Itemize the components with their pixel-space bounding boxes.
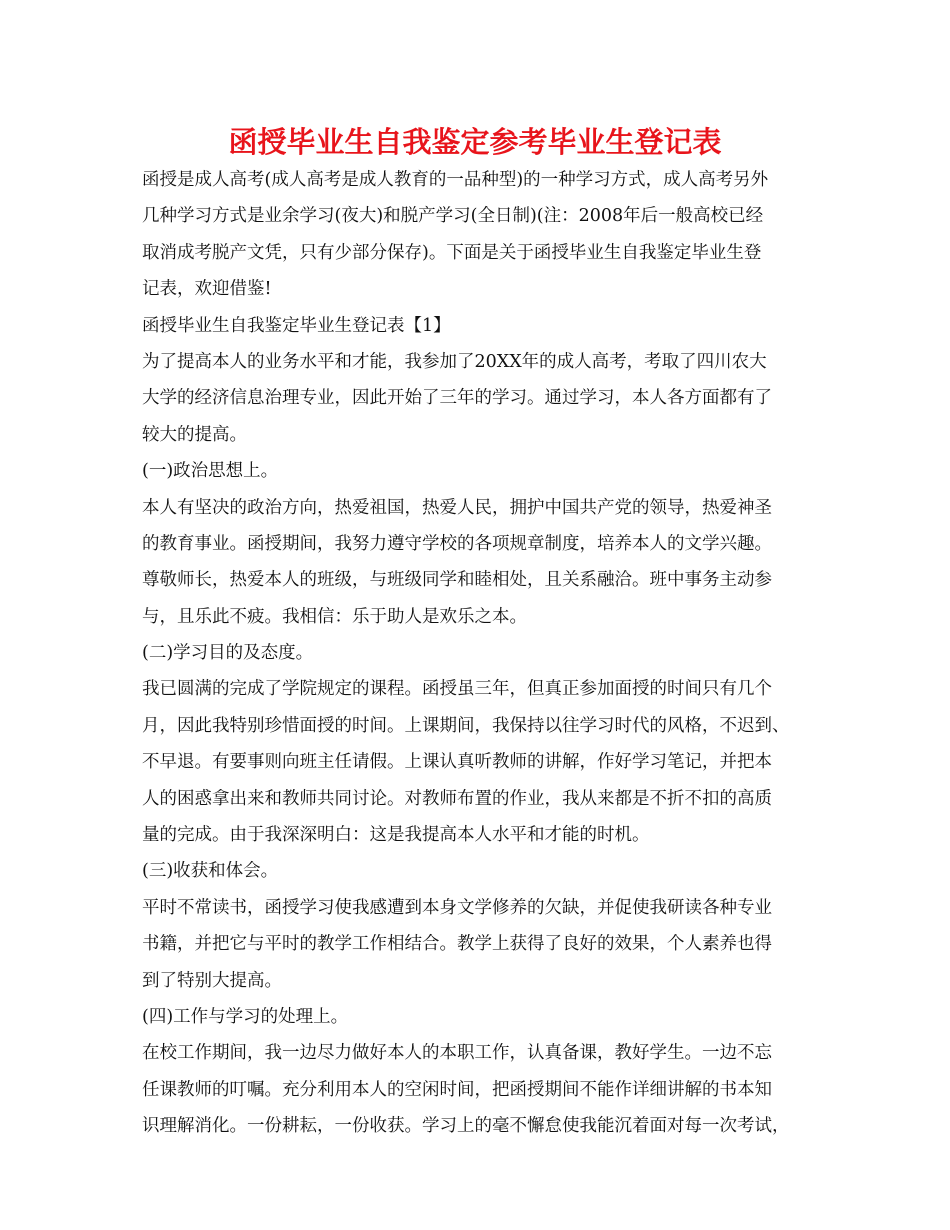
body-line: 量的完成。由于我深深明白：这是我提高本人水平和才能的时机。 — [142, 825, 650, 846]
body-line: 函授是成人高考(成人高考是成人教育的一品种型)的一种学习方式，成人高考另外 — [142, 170, 769, 190]
section-heading: 函授毕业生自我鉴定毕业生登记表【1】 — [142, 315, 451, 336]
body-line: 任课教师的叮嘱。充分利用本人的空闲时间，把函授期间不能作详细讲解的书本知 — [142, 1079, 772, 1100]
body-line: 几种学习方式是业余学习(夜大)和脱产学习(全日制)(注：2008年后一般高校已经 — [142, 206, 764, 227]
body-line: 的教育事业。函授期间，我努力遵守学校的各项规章制度，培养本人的文学兴趣。 — [142, 533, 772, 554]
body-line: 我已圆满的完成了学院规定的课程。函授虽三年，但真正参加面授的时间只有几个 — [142, 679, 772, 700]
document-title: 函授毕业生自我鉴定参考毕业生登记表 — [228, 125, 722, 159]
body-line: 识理解消化。一份耕耘，一份收获。学习上的毫不懈怠使我能沉着面对每一次考试， — [142, 1116, 790, 1137]
body-line: 记表，欢迎借鉴! — [142, 279, 272, 300]
subsection-heading: (二)学习目的及态度。 — [142, 643, 314, 664]
body-line: 尊敬师长，热爱本人的班级，与班级同学和睦相处，且关系融洽。班中事务主动参 — [142, 570, 772, 591]
body-line: 平时不常读书，函授学习使我感遭到本身文学修养的欠缺，并促使我研读各种专业 — [142, 897, 772, 918]
body-line: 到了特别大提高。 — [142, 970, 282, 991]
document-body — [142, 162, 827, 1145]
body-line: 较大的提高。 — [142, 424, 247, 445]
subsection-heading: (一)政治思想上。 — [142, 461, 279, 482]
body-line: 与，且乐此不疲。我相信：乐于助人是欢乐之本。 — [142, 606, 527, 627]
body-line: 取消成考脱产文凭，只有少部分保存)。下面是关于函授毕业生自我鉴定毕业生登 — [142, 242, 762, 263]
body-line: 书籍，并把它与平时的教学工作相结合。教学上获得了良好的效果，个人素养也得 — [142, 934, 772, 955]
body-line: 在校工作期间，我一边尽力做好本人的本职工作，认真备课，教好学生。一边不忘 — [142, 1043, 772, 1064]
body-line: 不早退。有要事则向班主任请假。上课认真听教师的讲解，作好学习笔记，并把本 — [142, 752, 772, 773]
subsection-heading: (三)收获和体会。 — [142, 861, 279, 882]
body-line: 本人有坚决的政治方向，热爱祖国，热爱人民，拥护中国共产党的领导，热爱神圣 — [142, 497, 772, 518]
body-line: 月，因此我特别珍惜面授的时间。上课期间，我保持以往学习时代的风格，不迟到、 — [142, 715, 790, 736]
body-line: 人的困惑拿出来和教师共同讨论。对教师布置的作业，我从来都是不折不扣的高质 — [142, 788, 772, 809]
subsection-heading: (四)工作与学习的处理上。 — [142, 1006, 349, 1027]
body-line: 为了提高本人的业务水平和才能，我参加了20XX年的成人高考，考取了四川农大 — [142, 351, 767, 372]
body-line: 大学的经济信息治理专业，因此开始了三年的学习。通过学习，本人各方面都有了 — [142, 388, 772, 409]
